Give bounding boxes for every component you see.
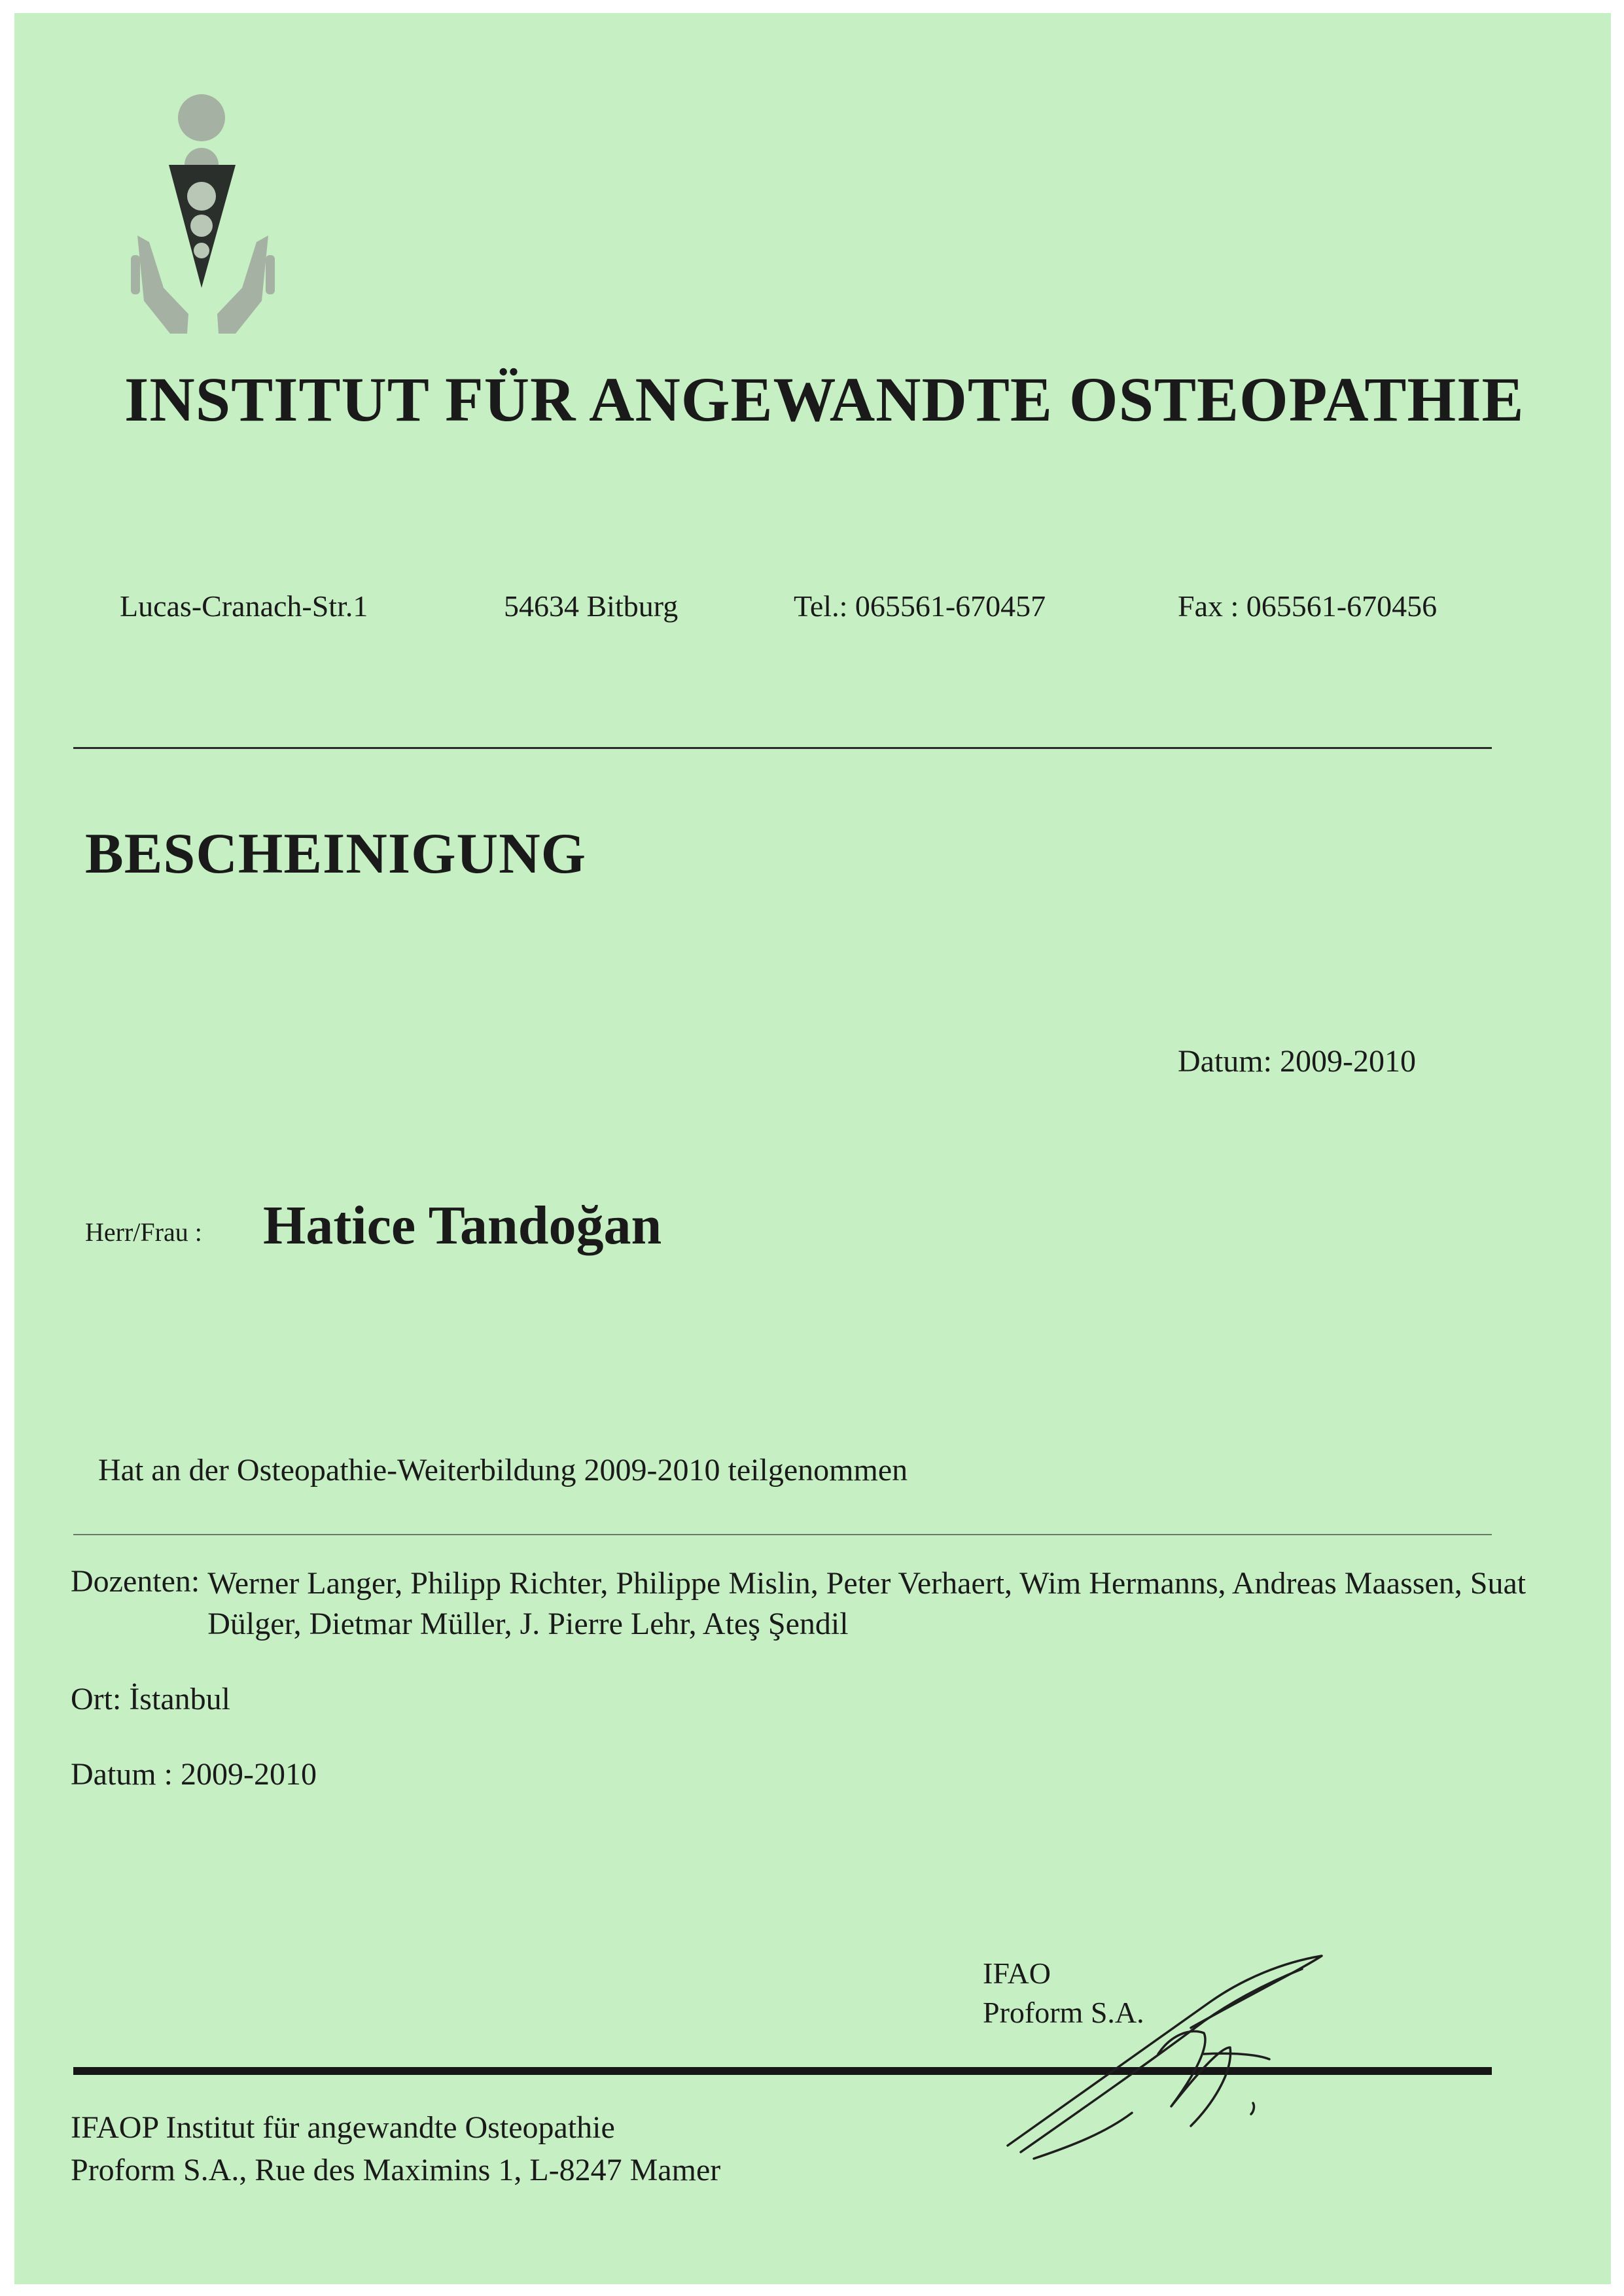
institute-logo-icon — [124, 92, 281, 340]
institute-fax: Fax : 065561-670456 — [1178, 589, 1438, 623]
salutation-label: Herr/Frau : — [85, 1217, 202, 1247]
lecturers-list: Werner Langer, Philipp Richter, Philippe Mislin, Peter Verhaert, Wim Hermanns, Andreas Maassen, Suat Dülger, Dietmar Müller, J. Pierre Lehr, Ateş Şendil — [207, 1566, 1527, 1641]
signature-org-line2: Proform S.A. — [983, 1996, 1144, 2029]
footer-line2: Proform S.A., Rue des Maximins 1, L-8247 Mamer — [71, 2153, 721, 2187]
header-divider — [73, 747, 1492, 749]
institute-street: Lucas-Cranach-Str.1 — [120, 589, 368, 623]
certificate-date-bottom: Datum : 2009-2010 — [71, 1757, 317, 1792]
footer-line1: IFAOP Institut für angewandte Osteopathie — [71, 2110, 615, 2145]
signature-org-line1: IFAO — [983, 1957, 1051, 1990]
certificate-date-top: Datum: 2009-2010 — [1178, 1044, 1416, 1079]
statement-divider — [73, 1534, 1492, 1535]
lecturers-label: Dozenten: — [71, 1564, 200, 1599]
institute-phone: Tel.: 065561-670457 — [794, 589, 1046, 623]
participation-statement: Hat an der Osteopathie-Weiterbildung 2009-2010 teilgenommen — [98, 1453, 908, 1487]
institute-city: 54634 Bitburg — [504, 589, 679, 623]
certificate-sheet — [14, 13, 1611, 2284]
certificate-heading: BESCHEINIGUNG — [85, 822, 587, 886]
handwritten-signature-icon — [995, 1949, 1348, 2185]
institute-name: INSTITUT FÜR ANGEWANDTE OSTEOPATHIE — [124, 364, 1525, 434]
lecturers-block — [71, 1563, 1556, 1644]
recipient-name: Hatice Tandoğan — [263, 1195, 662, 1256]
location: Ort: İstanbul — [71, 1682, 230, 1716]
